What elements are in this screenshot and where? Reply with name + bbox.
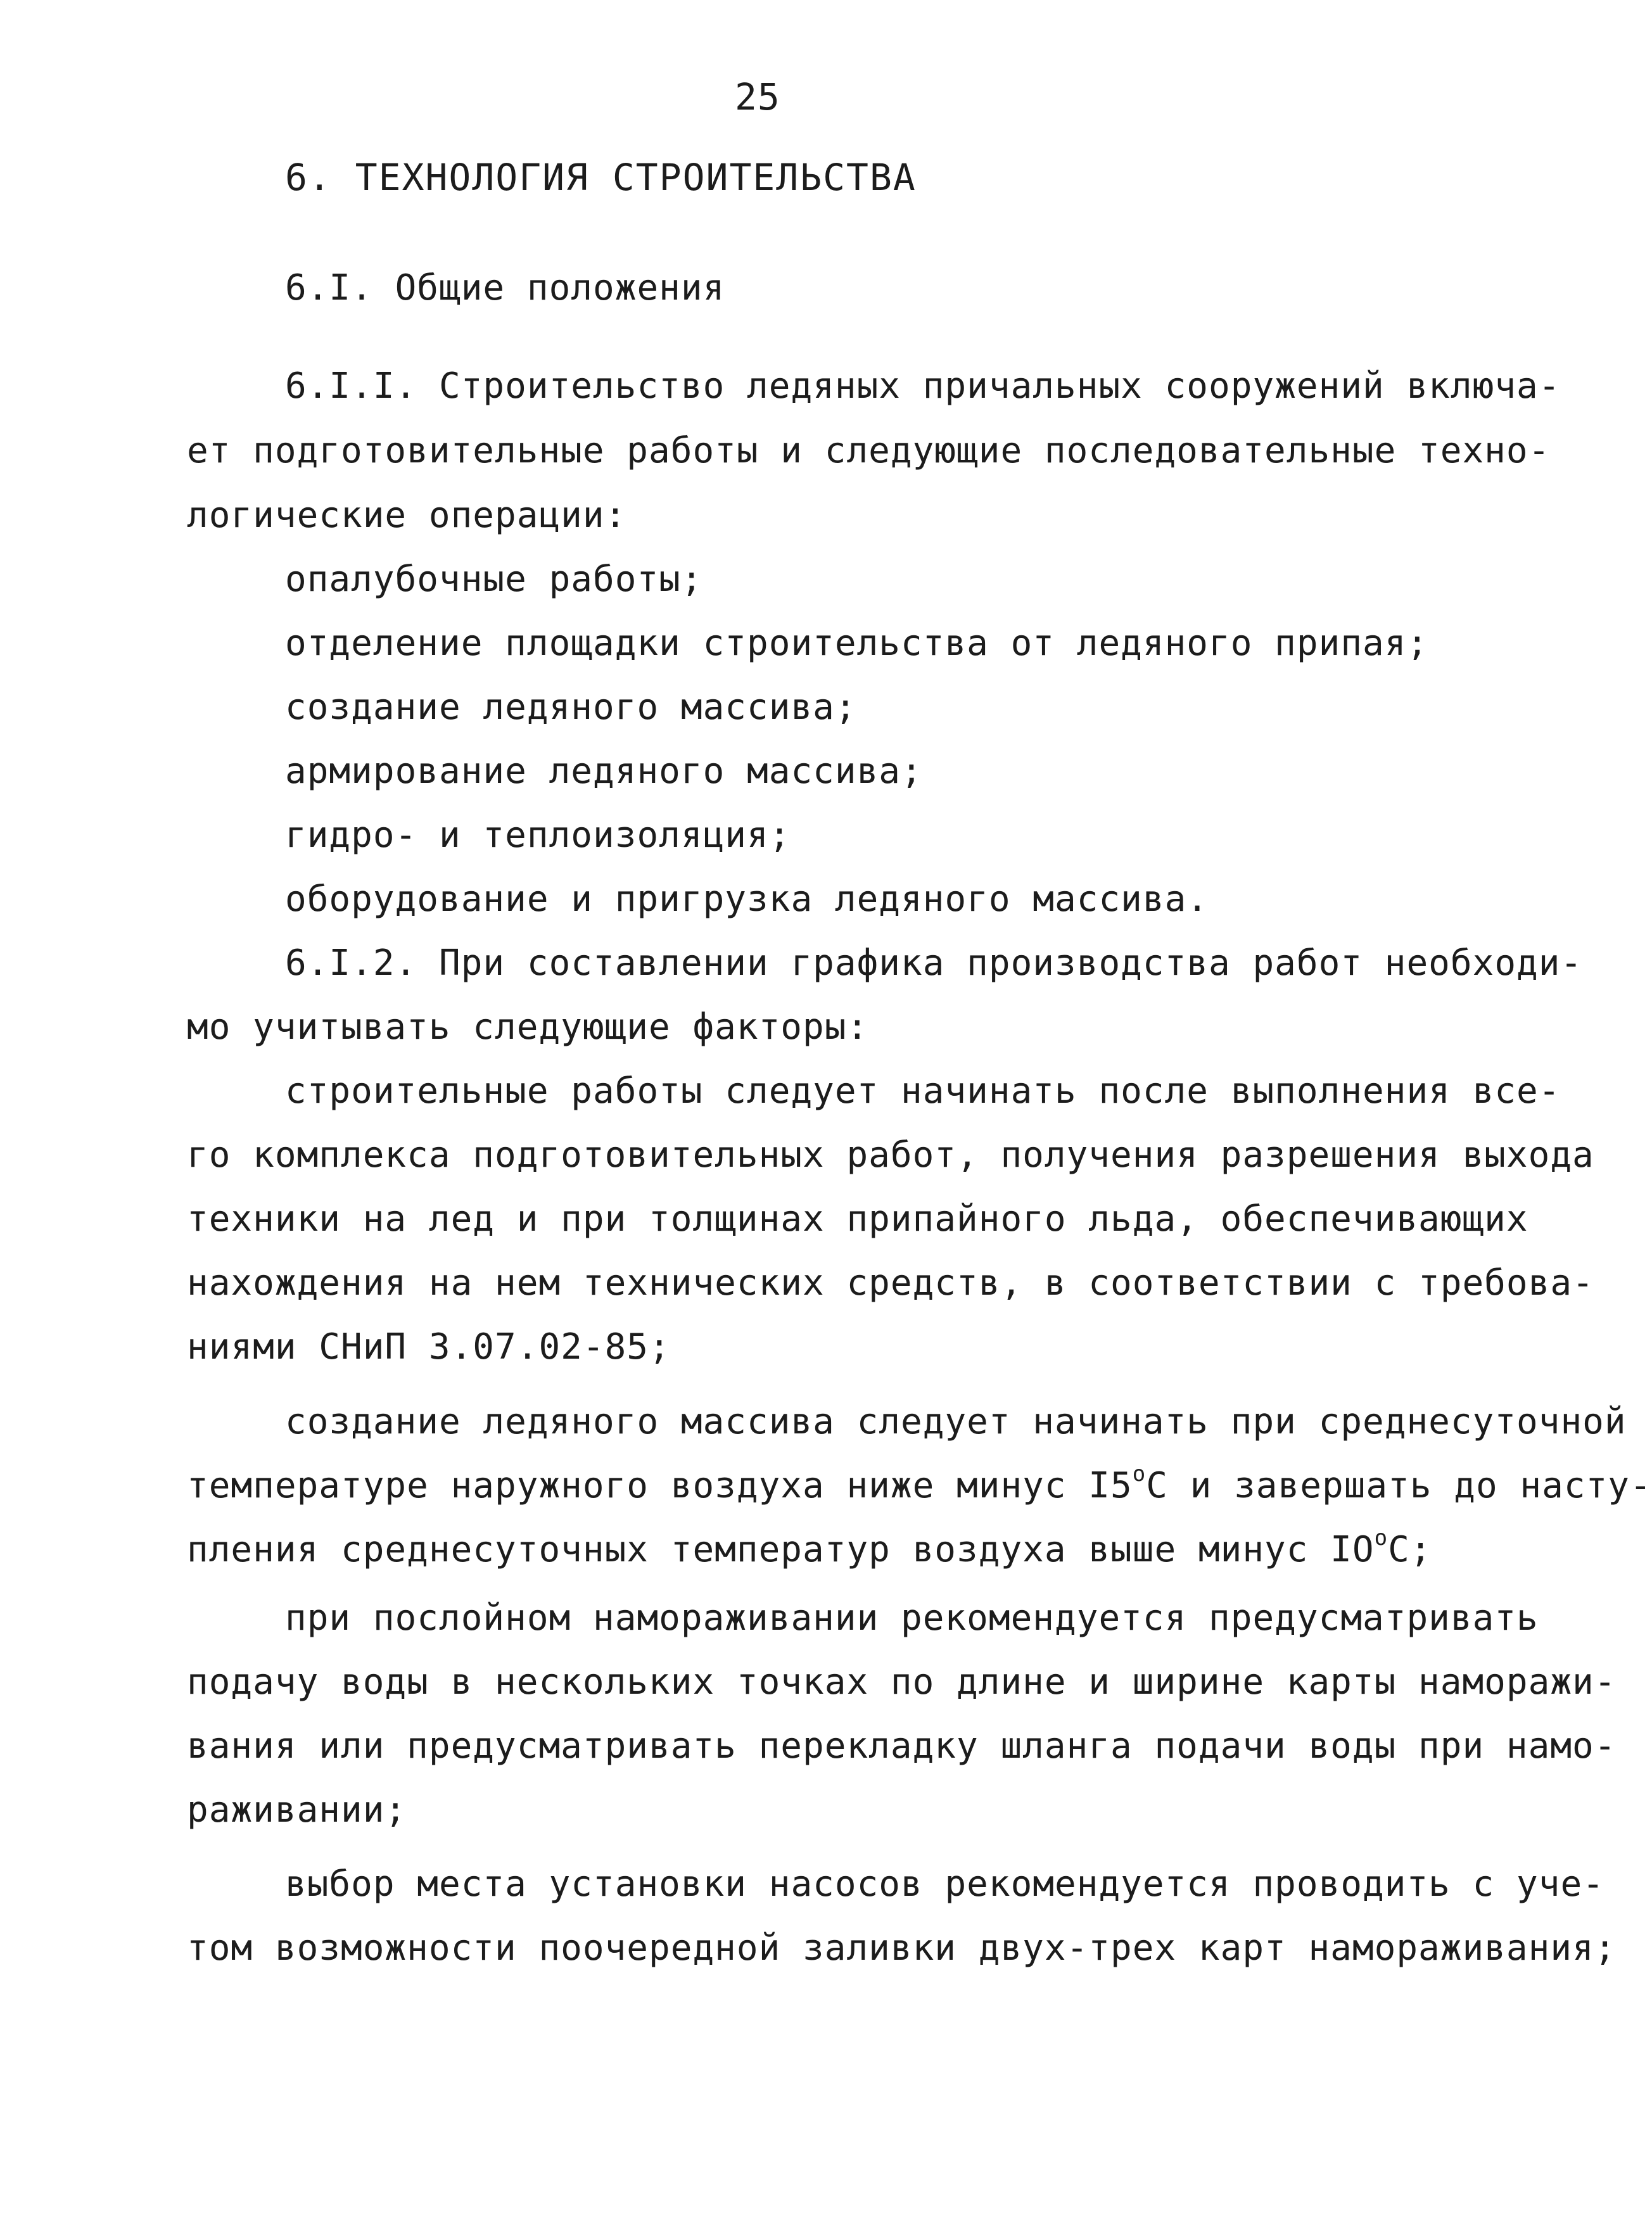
operation-item: отделение площадки строительства от ледяного припая;	[285, 623, 1429, 664]
factor-1-line: нахождения на нем технических средств, в соответствии с требова-	[187, 1262, 1594, 1304]
operation-item: армирование ледяного массива;	[285, 751, 923, 792]
factor-3-line: раживании;	[187, 1789, 407, 1831]
clause-6-1-2-line-2: мо учитывать следующие факторы:	[187, 1006, 869, 1048]
operation-item: создание ледяного массива;	[285, 687, 857, 728]
factor-1-line: го комплекса подготовительных работ, получения разрешения выхода	[187, 1134, 1594, 1176]
factor-3-line: вания или предусматривать перекладку шланга подачи воды при намо-	[187, 1725, 1617, 1767]
clause-6-1-2-line-1: 6.I.2. При составлении графика производства работ необходи-	[285, 943, 1583, 984]
operation-item: опалубочные работы;	[285, 559, 703, 600]
factor-2-line: температуре наружного воздуха ниже минус $I5^оС$ и завершать до насту-	[187, 1461, 1652, 1506]
factor-2-line: пления среднесуточных температур воздуха выше минус $IО^оС$;	[187, 1525, 1432, 1570]
factor-3-line: при послойном намораживании рекомендуется предусматривать	[285, 1597, 1539, 1639]
operation-item: гидро- и теплоизоляция;	[285, 815, 791, 856]
factor-1-line: строительные работы следует начинать после выполнения все-	[285, 1070, 1561, 1112]
subsection-title: 6.I. Общие положения	[285, 267, 725, 308]
clause-6-1-1-line-1: 6.I.I. Строительство ледяных причальных сооружений включа-	[285, 365, 1561, 407]
section-title: 6. ТЕХНОЛОГИЯ СТРОИТЕЛЬСТВА	[285, 156, 917, 199]
page-number: 25	[735, 75, 780, 118]
factor-2-line: создание ледяного массива следует начинать при среднесуточной	[285, 1401, 1627, 1442]
factor-3-line: подачу воды в нескольких точках по длине и ширине карты наморажи-	[187, 1661, 1617, 1703]
factor-1-line: ниями СНиП 3.07.02-85;	[187, 1326, 671, 1368]
clause-6-1-1-line-3: логические операции:	[187, 495, 627, 536]
operation-item: оборудование и пригрузка ледяного массива.	[285, 879, 1209, 920]
clause-6-1-1-line-2: ет подготовительные работы и следующие последовательные техно-	[187, 430, 1551, 471]
factor-1-line: техники на лед и при толщинах припайного льда, обеспечивающих	[187, 1198, 1528, 1240]
factor-4-line: том возможности поочередной заливки двух-трех карт намораживания;	[187, 1927, 1617, 1969]
factor-4-line: выбор места установки насосов рекомендуется проводить с уче-	[285, 1863, 1604, 1905]
